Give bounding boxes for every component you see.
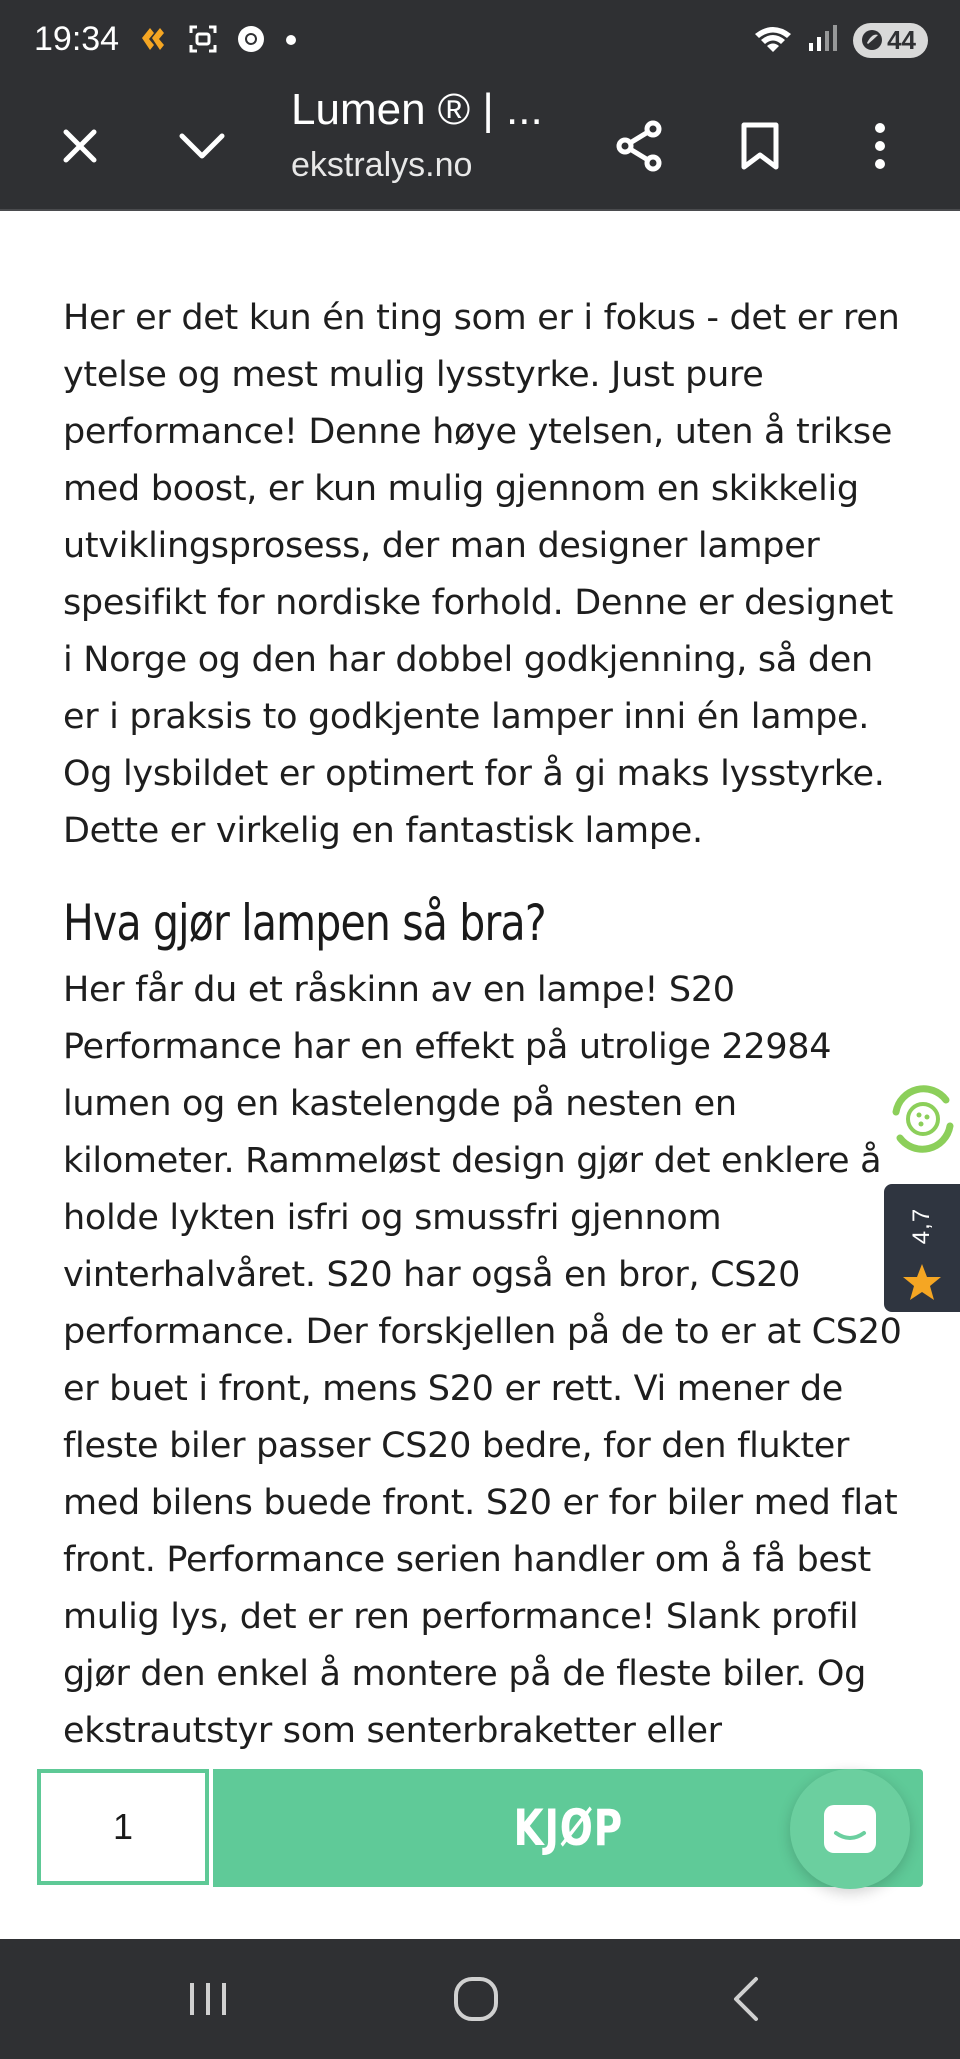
notification-app-icon (138, 24, 170, 58)
star-icon (901, 1262, 943, 1302)
battery-level: 44 (887, 24, 916, 55)
status-icons-left (138, 24, 298, 58)
recent-apps-button[interactable] (178, 1969, 238, 2029)
article-heading: Hva gjør lampen så bra? (63, 894, 546, 952)
system-nav-bar (0, 1939, 960, 2059)
home-button[interactable] (446, 1969, 506, 2029)
more-options-button[interactable] (848, 114, 912, 178)
status-icons-right (753, 22, 928, 58)
back-button[interactable] (716, 1969, 776, 2029)
close-tab-button[interactable] (48, 114, 112, 178)
chat-icon (822, 1803, 878, 1855)
close-icon (60, 126, 100, 166)
dot-icon (284, 32, 298, 51)
rating-badge[interactable] (884, 1184, 960, 1312)
minimize-tab-button[interactable] (170, 114, 234, 178)
chrome-icon (236, 24, 266, 58)
recent-apps-icon (186, 1979, 230, 2019)
article-paragraph-2: Her får du et råskinn av en lampe! S20 Performance har en effekt på utrolige 22984 lumen og en kastelengde på nesten en kilometer. Rammeløst design gjør det enklere å holde lykten isfri og smussfri gjennom vinterhalvåret. S20 har også en bror, CS20 performance. Der forskjellen på de to er at CS20 er buet i front, mens S20 er rett. Vi mener de fleste biler passer CS20 bedre, for den flukter med bilens buede front. S20 er for biler med flat front. Performance serien handler om å få best mulig lys, det er ren performance! Slank profil gjør den enkel å montere på de fleste biler. Og ekstrautstyr som senterbraketter eller (63, 970, 902, 1751)
page-title: Lumen ® | ... (291, 85, 543, 134)
article-paragraph-1: Her er det kun én ting som er i fokus - det er ren ytelse og mest mulig lysstyrke. Just pure performance! Denne høye ytelsen, uten å trikse med boost, er kun mulig gjennom en skikkelig utviklingsprosess, der man designer lamper spesifikt for nordiske forhold. Denne er designet i Norge og den har dobbel godkjenning, så den er i praksis to godkjente lamper inni én lampe. Og lysbildet er optimert for å gi maks lysstyrke. Dette er virkelig en fantastisk lampe. (63, 298, 900, 851)
screenshot-icon (188, 24, 218, 58)
quantity-input[interactable]: 1 (37, 1769, 209, 1885)
recycle-cookie-icon (886, 1082, 960, 1156)
back-icon (728, 1975, 764, 2023)
status-time: 19:34 (34, 20, 120, 58)
chat-launcher-button[interactable] (790, 1769, 910, 1889)
page-title-block[interactable] (291, 84, 561, 186)
battery-icon (853, 23, 928, 58)
signal-icon (807, 23, 839, 57)
loyalty-widget-button[interactable] (886, 1082, 960, 1156)
browser-toolbar (0, 84, 960, 211)
home-icon (452, 1975, 500, 2023)
status-bar (0, 0, 960, 84)
article-content (63, 290, 913, 1760)
bookmark-button[interactable] (728, 114, 792, 178)
more-vert-icon (872, 122, 888, 170)
share-button[interactable] (608, 114, 672, 178)
page-url: ekstralys.no (291, 146, 473, 184)
buy-button-label: KJØP (513, 1799, 623, 1857)
bookmark-icon (740, 121, 780, 171)
wifi-icon (753, 22, 793, 58)
chevron-down-icon (178, 130, 226, 162)
share-icon (615, 120, 665, 172)
rating-value: 4,7 (908, 1207, 935, 1245)
